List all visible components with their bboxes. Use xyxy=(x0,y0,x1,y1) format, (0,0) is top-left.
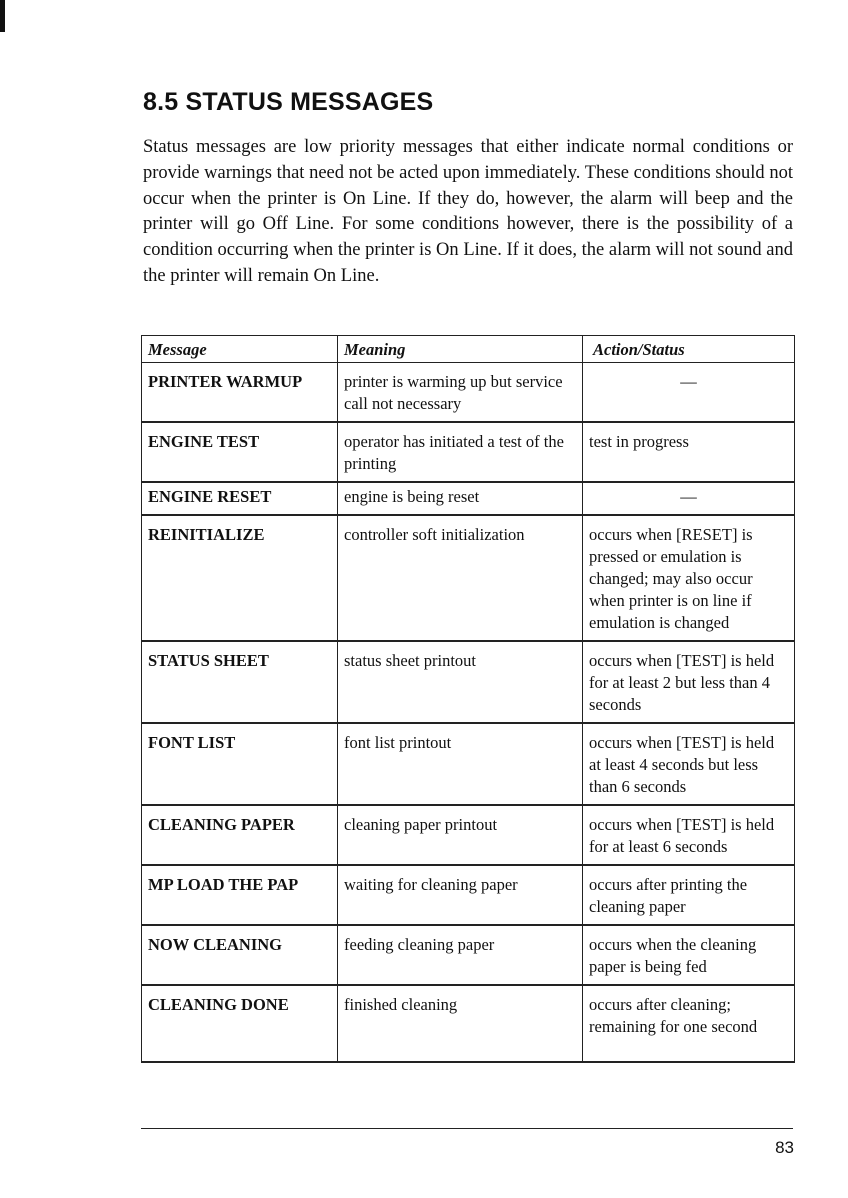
meaning-cell: cleaning paper printout xyxy=(338,805,583,865)
meaning-cell: finished cleaning xyxy=(338,985,583,1062)
table-header-row xyxy=(142,336,795,363)
meaning-cell: printer is warming up but service call not necessary xyxy=(338,363,583,423)
table-row xyxy=(142,482,795,515)
meaning-cell: controller soft initialization xyxy=(338,515,583,641)
table-row xyxy=(142,363,795,423)
table-row xyxy=(142,925,795,985)
message-cell: NOW CLEANING xyxy=(142,925,338,985)
table-row xyxy=(142,805,795,865)
action-cell: — xyxy=(583,482,795,515)
action-cell: occurs when [TEST] is held for at least 6 seconds xyxy=(583,805,795,865)
meaning-cell: operator has initiated a test of the printing xyxy=(338,422,583,482)
message-cell: CLEANING DONE xyxy=(142,985,338,1062)
action-cell: test in progress xyxy=(583,422,795,482)
page-number: 83 xyxy=(775,1138,794,1157)
table-row xyxy=(142,985,795,1062)
table-row xyxy=(142,515,795,641)
meaning-cell: status sheet printout xyxy=(338,641,583,723)
meaning-cell: waiting for cleaning paper xyxy=(338,865,583,925)
meaning-cell: engine is being reset xyxy=(338,482,583,515)
status-messages-table xyxy=(141,335,795,1063)
message-cell: ENGINE RESET xyxy=(142,482,338,515)
message-cell: CLEANING PAPER xyxy=(142,805,338,865)
action-cell: occurs when [RESET] is pressed or emulation is changed; may also occur when printer is on line if emulation is changed xyxy=(583,515,795,641)
table-row xyxy=(142,865,795,925)
table-row xyxy=(142,641,795,723)
message-cell: ENGINE TEST xyxy=(142,422,338,482)
action-cell: occurs when [TEST] is held for at least 2 but less than 4 seconds xyxy=(583,641,795,723)
action-cell: occurs when the cleaning paper is being fed xyxy=(583,925,795,985)
header-message: Message xyxy=(142,336,338,363)
page-edge-mark xyxy=(0,0,5,32)
table-row xyxy=(142,723,795,805)
message-cell: REINITIALIZE xyxy=(142,515,338,641)
action-cell: occurs after printing the cleaning paper xyxy=(583,865,795,925)
header-action-status: Action/Status xyxy=(583,336,795,363)
action-cell: occurs after cleaning; remaining for one second xyxy=(583,985,795,1062)
action-cell: — xyxy=(583,363,795,423)
message-cell: PRINTER WARMUP xyxy=(142,363,338,423)
table-row xyxy=(142,422,795,482)
section-heading: 8.5 STATUS MESSAGES xyxy=(143,88,434,116)
meaning-cell: font list printout xyxy=(338,723,583,805)
header-meaning: Meaning xyxy=(338,336,583,363)
meaning-cell: feeding cleaning paper xyxy=(338,925,583,985)
action-cell: occurs when [TEST] is held at least 4 seconds but less than 6 seconds xyxy=(583,723,795,805)
message-cell: FONT LIST xyxy=(142,723,338,805)
message-cell: STATUS SHEET xyxy=(142,641,338,723)
message-cell: MP LOAD THE PAP xyxy=(142,865,338,925)
footer-rule xyxy=(141,1128,793,1129)
intro-paragraph: Status messages are low priority messages that either indicate normal conditions or provide warnings that need not be acted upon immediately. These conditions should not occur when the printer is On Line. If they do, however, the alarm will beep and the printer will go Off Line. For some conditions however, there is the possibility of a condition occurring when the printer is On Line. If it does, the alarm will not sound and the printer will remain On Line. xyxy=(143,137,793,286)
